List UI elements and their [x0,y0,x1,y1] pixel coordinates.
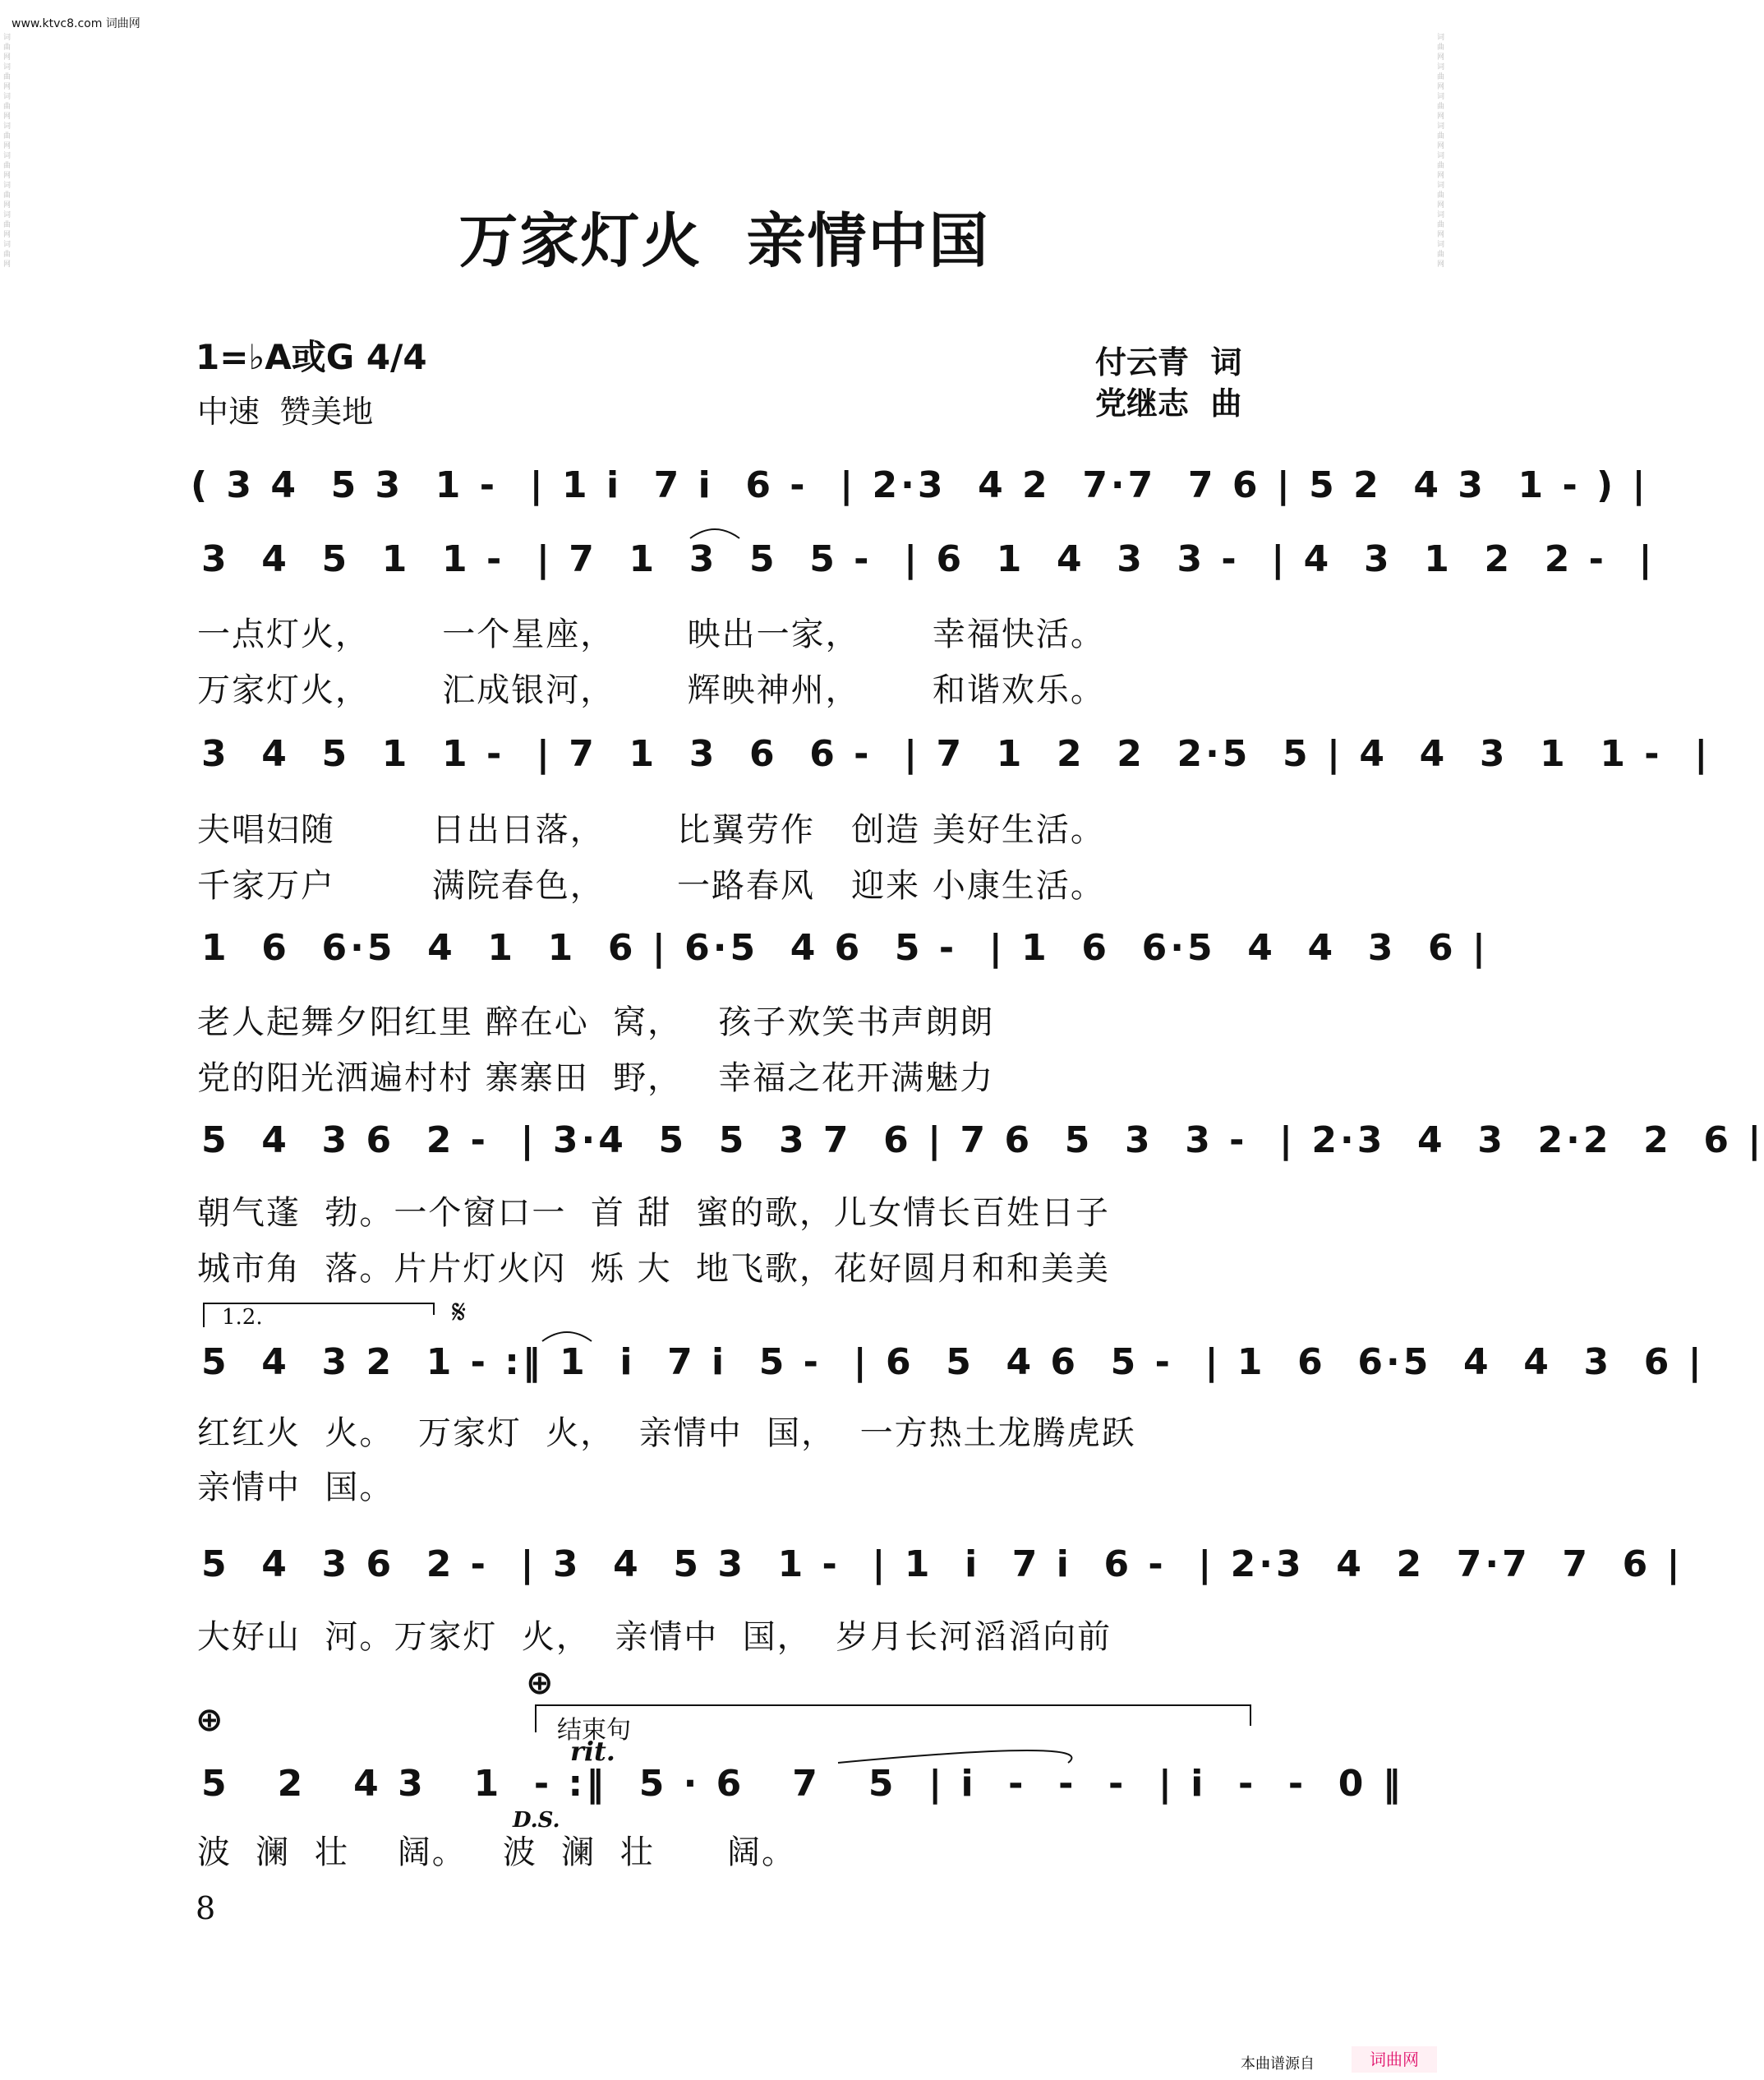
side-watermark-left: 词曲网词曲网词曲网词曲网词曲网词曲网词曲网词曲网 [3,34,12,269]
coda-sign-right: ⊕ [526,1664,554,1702]
volta-label: 1.2. [222,1305,263,1330]
volta-bracket [204,1303,434,1327]
score-row-5-lyric-2: 城市角 落。片片灯火闪 烁 大 地飞歌，花好圆月和和美美 [197,1250,1111,1288]
score-row-3-notes: 3 4 5 1 1 - | 7 1 3 6 6 - | 7 1 2 2 2·5 5 | 4 4 3 1 1 - | [201,733,1711,775]
song-title: 万家灯火 亲情中国 [458,206,990,275]
score-row-6-notes: 5 4 3 2 1 - :‖ 1 i 7 i 5 - | 6 5 4 6 5 - | 1 6 6·5 4 4 3 6 | [201,1341,1705,1383]
score-row-6-lyric-2: 亲情中 国。 [197,1469,394,1506]
score-row-6-lyric-1: 红红火 火。 万家灯 火， 亲情中 国， 一方热土龙腾虎跃 [197,1414,1136,1452]
score-row-5-notes: 5 4 3 6 2 - | 3·4 5 5 3 7 6 | 7 6 5 3 3 - | 2·3 4 3 2·2 2 6 | [201,1119,1764,1161]
score-row-2-notes: 3 4 5 1 1 - | 7 1 3 5 5 - | 6 1 4 3 3 - | 4 3 1 2 2 - | [201,538,1656,580]
ending-bracket [536,1705,1250,1732]
segno-sign: 𝄋 [452,1294,467,1331]
rit-marking: rit. [570,1736,615,1767]
tempo-marking: 中速 赞美地 [197,394,374,430]
score-row-3-lyric-1: 夫唱妇随 日出日落， 比翼劳作 创造 美好生活。 [197,811,1105,849]
side-watermark-right: 词曲网词曲网词曲网词曲网词曲网词曲网词曲网词曲网 [1437,34,1445,269]
score-row-2-lyric-2: 万家灯火， 汇成银河， 辉映神州， 和谐欢乐。 [197,671,1105,709]
score-row-7-notes: 5 4 3 6 2 - | 3 4 5 3 1 - | 1 i 7 i 6 - | 2·3 4 2 7·7 7 6 | [201,1543,1683,1585]
score-row-4-lyric-2: 党的阳光洒遍村村 寨寨田 野， 幸福之花开满魅力 [197,1059,995,1097]
page-number: 8 [196,1890,216,1926]
slur-1 [690,529,739,538]
site-header: www.ktvc8.com 词曲网 [12,17,140,30]
footer-source: 本曲谱源自 [1241,2055,1315,2073]
score-row-4-notes: 1 6 6·5 4 1 1 6 | 6·5 4 6 5 - | 1 6 6·5 4 4 3 6 | [201,927,1489,969]
slur-2 [542,1332,592,1341]
lyricist-credit: 付云青 词 [1095,344,1242,380]
slur-3 [838,1750,1071,1763]
score-row-1-notes: ( 3 4 5 3 1 - | 1 i 7 i 6 - | 2·3 4 2 7·7 7 6 | 5 2 4 3 1 - ) | [191,464,1649,506]
footer-brand: 词曲网 [1352,2046,1437,2073]
score-row-8-notes: 5 2 4 3 1 - :‖ 5 · 6 7 5 | i - - - | i - - 0 ‖ [201,1763,1404,1805]
composer-credit: 党继志 曲 [1095,385,1242,422]
score-row-4-lyric-1: 老人起舞夕阳红里 醉在心 窝， 孩子欢笑书声朗朗 [197,1003,995,1041]
ds-marking: D.S. [513,1808,560,1833]
coda-sign-left: ⊕ [196,1701,223,1739]
score-row-3-lyric-2: 千家万户 满院春色， 一路春风 迎来 小康生活。 [197,867,1105,905]
score-row-2-lyric-1: 一点灯火， 一个星座， 映出一家， 幸福快活。 [197,616,1105,653]
score-row-5-lyric-1: 朝气蓬 勃。一个窗口一 首 甜 蜜的歌，儿女情长百姓日子 [197,1194,1111,1232]
key-signature: 1=♭A或G 4/4 [196,337,427,377]
score-row-8-lyric-1: 波 澜 壮 阔。 波 澜 壮 阔。 [197,1833,797,1871]
score-row-7-lyric-1: 大好山 河。万家灯 火， 亲情中 国， 岁月长河滔滔向前 [197,1618,1112,1656]
ending-label: 结束句 [557,1716,631,1745]
